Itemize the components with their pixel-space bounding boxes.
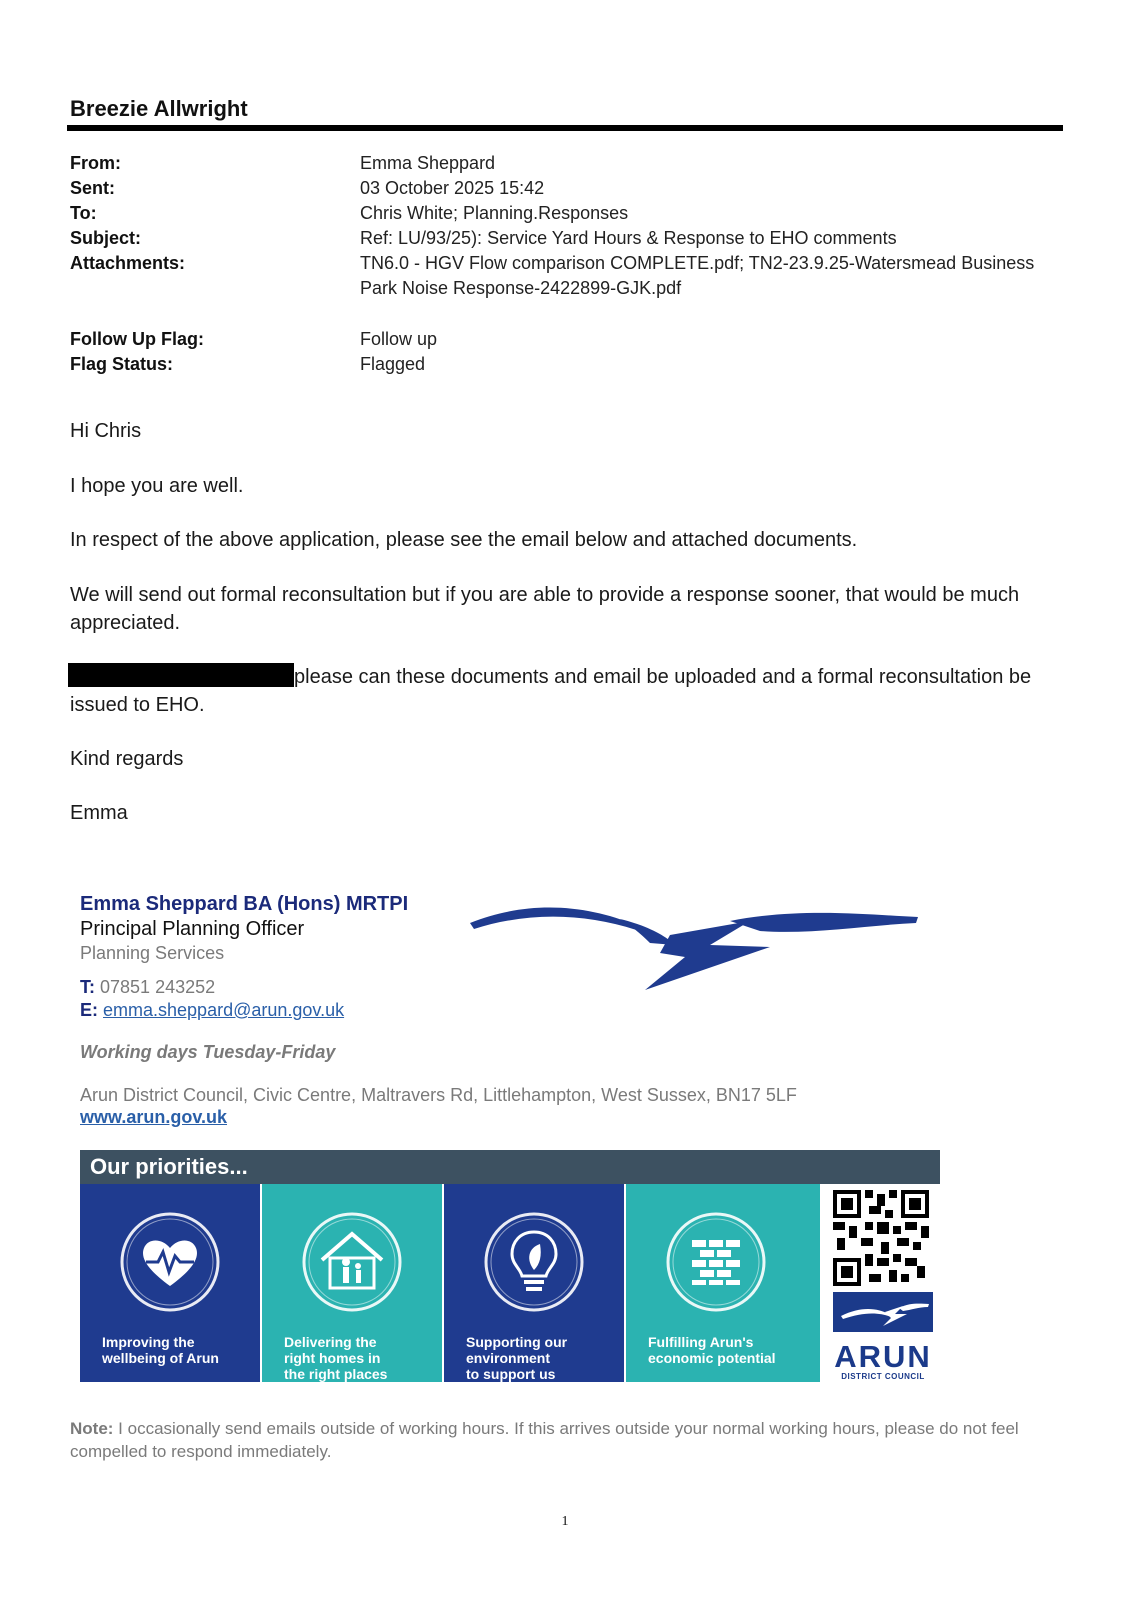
website-link[interactable]: www.arun.gov.uk	[80, 1107, 228, 1127]
flag-label: Flag Status:	[70, 354, 174, 374]
email-label: E:	[80, 1000, 98, 1020]
caption-line: economic potential	[648, 1350, 776, 1366]
arun-logo-icon	[833, 1292, 933, 1332]
priority-caption	[284, 1334, 440, 1382]
header-value: Chris White; Planning.Responses	[360, 203, 629, 223]
header-label: Sent:	[70, 178, 115, 198]
brick-wall-icon	[664, 1210, 768, 1314]
header-label: Attachments:	[70, 253, 186, 273]
body-paragraph-redacted	[70, 663, 1045, 719]
caption-line: to support us	[466, 1366, 556, 1382]
greeting: Hi Chris	[70, 420, 142, 442]
signature-department: Planning Services	[80, 943, 225, 963]
header-attachments	[70, 251, 1060, 301]
email-headers	[70, 151, 1060, 301]
note-text: I occasionally send emails outside of working hours. If this arrives outside your normal working hours, please do not feel compelled to respond immediately.	[70, 1419, 1019, 1461]
caption-line: Fulfilling Arun's	[648, 1334, 754, 1350]
lightbulb-icon	[482, 1210, 586, 1314]
priority-tile-wellbeing	[80, 1184, 260, 1382]
header-sent	[70, 176, 1060, 201]
arun-logo-subtext: DISTRICT COUNCIL	[841, 1372, 925, 1381]
header-to	[70, 201, 1060, 226]
flag-value: Flagged	[360, 354, 426, 374]
priority-caption	[466, 1334, 622, 1382]
working-hours-note	[70, 1417, 1045, 1463]
council-address: Arun District Council, Civic Centre, Maltravers Rd, Littlehampton, West Sussex, BN17 5LF	[80, 1085, 797, 1105]
priority-caption	[648, 1334, 804, 1366]
header-label: From:	[70, 153, 121, 173]
home-icon	[300, 1210, 404, 1314]
caption-line: Delivering the	[284, 1334, 377, 1350]
phone-label: T:	[80, 977, 95, 997]
priorities-title: Our priorities...	[90, 1154, 248, 1179]
caption-line: Supporting our	[466, 1334, 568, 1350]
header-label: To:	[70, 203, 97, 223]
closing: Kind regards	[70, 748, 184, 770]
header-value: Ref: LU/93/25): Service Yard Hours & Response to EHO comments	[360, 228, 897, 248]
working-days: Working days Tuesday-Friday	[80, 1042, 336, 1062]
arun-logo-text: ARUN	[834, 1339, 932, 1374]
caption-line: wellbeing of Arun	[102, 1350, 219, 1366]
header-subject	[70, 226, 1060, 251]
caption-line: the right places	[284, 1366, 388, 1382]
header-from	[70, 151, 1060, 176]
flag-value: Follow up	[360, 329, 438, 349]
header-rule	[67, 125, 1063, 131]
header-label: Subject:	[70, 228, 142, 248]
email-link[interactable]: emma.sheppard@arun.gov.uk	[103, 1000, 345, 1020]
redaction-bar	[68, 663, 294, 687]
email-flags	[70, 327, 1060, 377]
seagull-logo-icon	[470, 905, 930, 995]
body-paragraph: In respect of the above application, please see the email below and attached documents.	[70, 529, 858, 551]
attachments-list[interactable]: TN6.0 - HGV Flow comparison COMPLETE.pdf; TN2-23.9.25-Watersmead Business Park Noise Response-2422899-GJK.pdf	[360, 253, 1035, 298]
priorities-banner	[80, 1150, 940, 1382]
note-label: Note:	[70, 1419, 114, 1438]
mailbox-owner: Breezie Allwright	[70, 96, 248, 121]
body-paragraph: We will send out formal reconsultation but if you are able to provide a response sooner, that would be much appreciated.	[70, 584, 1020, 634]
page-number: 1	[561, 1514, 569, 1529]
signoff: Emma	[70, 802, 128, 824]
header-value: Emma Sheppard	[360, 153, 496, 173]
caption-line: right homes in	[284, 1350, 381, 1366]
body-paragraph-text: please can these documents and email be uploaded and a formal reconsultation be issued to EHO.	[70, 666, 1032, 716]
signature-name: Emma Sheppard BA (Hons) MRTPI	[80, 893, 409, 915]
priority-caption	[102, 1334, 258, 1366]
caption-line: Improving the	[102, 1334, 195, 1350]
qr-code-icon[interactable]	[833, 1190, 929, 1286]
heart-icon	[118, 1210, 222, 1314]
flag-label: Follow Up Flag:	[70, 329, 204, 349]
signature-email	[80, 1000, 344, 1021]
signature-title: Principal Planning Officer	[80, 918, 305, 940]
body-paragraph: I hope you are well.	[70, 475, 244, 497]
priority-tile-homes	[262, 1184, 442, 1382]
priority-tile-economy	[626, 1184, 820, 1382]
flag-status-row	[70, 352, 1060, 377]
qr-and-logo-panel	[820, 1184, 943, 1382]
priority-tile-environment	[444, 1184, 624, 1382]
header-value: 03 October 2025 15:42	[360, 178, 545, 198]
caption-line: environment	[466, 1350, 551, 1366]
follow-up-flag-row	[70, 327, 1060, 352]
phone-number[interactable]: 07851 243252	[100, 977, 216, 997]
signature-phone	[80, 977, 215, 998]
